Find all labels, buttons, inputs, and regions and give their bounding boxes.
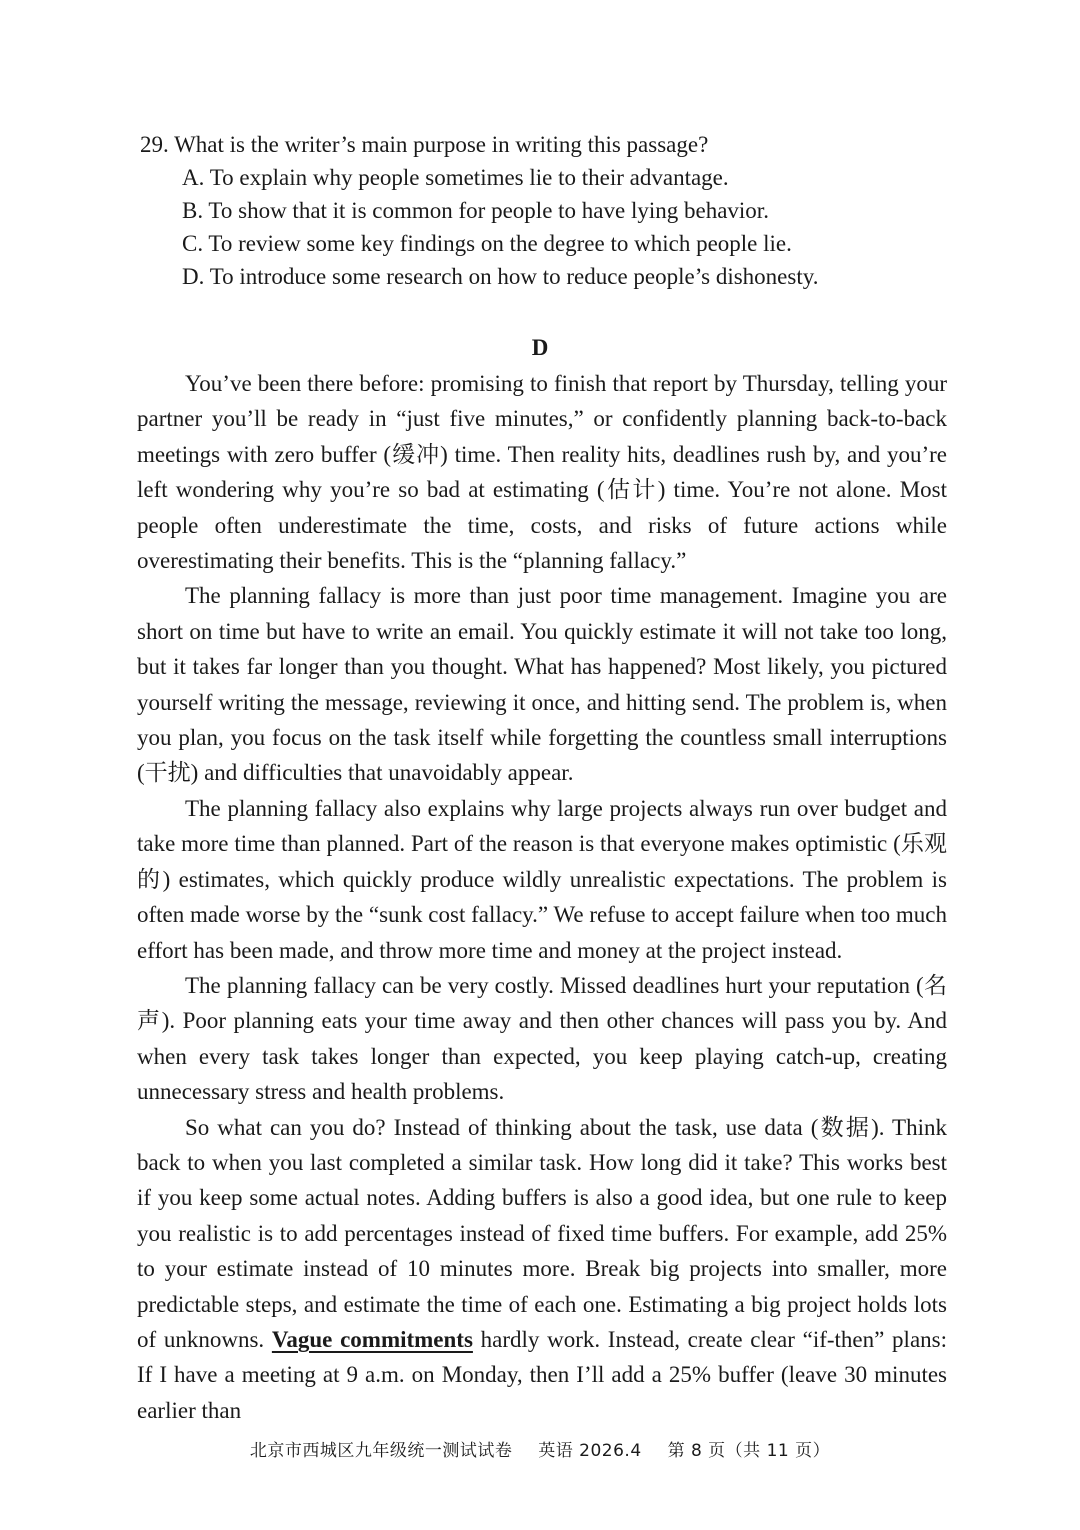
paragraph-2: The planning fallacy is more than just poor time management. Imagine you are short on time but have to write an email. You quickly estimate it will not take too long, but it takes far longer than you thought. What has happened? Most likely, you pictured yourself writing the message, reviewing it once, and hitting send. The problem is, when you plan, you focus on the task itself while forgetting the countless small interruptions (干扰) and difficulties that unavoidably appear.: [137, 583, 947, 786]
page-footer: [0, 1439, 1080, 1463]
exam-title: 北京市西城区九年级统一测试试卷: [249, 1441, 513, 1461]
option-b: B. To show that it is common for people to have lying behavior.: [182, 198, 769, 223]
paragraph-3: The planning fallacy also explains why large projects always run over budget and take more time than planned. Part of the reason is that everyone makes optimistic (乐观的) estimates, which quickly produce wildly unrealistic expectations. The problem is often made worse by the “sunk cost fallacy.” We refuse to accept failure when too much effort has been made, and throw more time and money at the project instead.: [137, 795, 947, 963]
paragraph-1: You’ve been there before: promising to finish that report by Thursday, telling your partner you’ll be ready in “just five minutes,” or confidently planning back-to-back meetings with zero buffer (缓冲) time. Then reality hits, deadlines rush by, and you’re left wondering why you’re so bad at estimating (估计) time. You’re not alone. Most people often underestimate the time, costs, and risks of future actions while overestimating their benefits. This is the “planning fallacy.”: [137, 371, 947, 574]
section-title: D: [531, 335, 549, 360]
option-a: A. To explain why people sometimes lie to their advantage.: [182, 165, 729, 190]
paragraph-5: [137, 1110, 947, 1429]
subject-date: 英语 2026.4: [538, 1441, 642, 1461]
question-29: [140, 128, 960, 293]
question-stem: 29. What is the writer’s main purpose in writing this passage?: [140, 132, 709, 157]
option-c: C. To review some key findings on the degree to which people lie.: [182, 231, 792, 256]
paragraph-4: The planning fallacy can be very costly. Missed deadlines hurt your reputation (名声). Poor planning eats your time away and then other chances will pass you by. And when every task takes longer than expected, you keep playing catch-up, creating unnecessary stress and health problems.: [137, 972, 947, 1105]
page-number: 第 8 页（共 11 页）: [667, 1441, 831, 1461]
paragraph-5-start: So what can you do? Instead of thinking about the task, use data (数据). Think back to when you last completed a similar task. How long did it take? This works best if you keep some actual notes. Adding buffers is also a good idea, but one rule to keep you realistic is to add percentages instead of fixed time buffers. For example, add 25% to your estimate instead of 10 minutes more. Break big projects into smaller, more predictable steps, and estimate the time of each one. Estimating a big project holds lots of unknowns.: [137, 1114, 947, 1352]
passage: [137, 366, 947, 1428]
option-d: D. To introduce some research on how to reduce people’s dishonesty.: [182, 264, 819, 289]
paragraph-5-end: hardly work. Instead, create clear “if-then” plans: If I have a meeting at 9 a.m. on Monday, then I’ll add a 25% buffer (leave 30 minutes earlier than: [137, 1326, 947, 1423]
vague-commitments-emphasis: Vague commitments: [271, 1326, 473, 1352]
